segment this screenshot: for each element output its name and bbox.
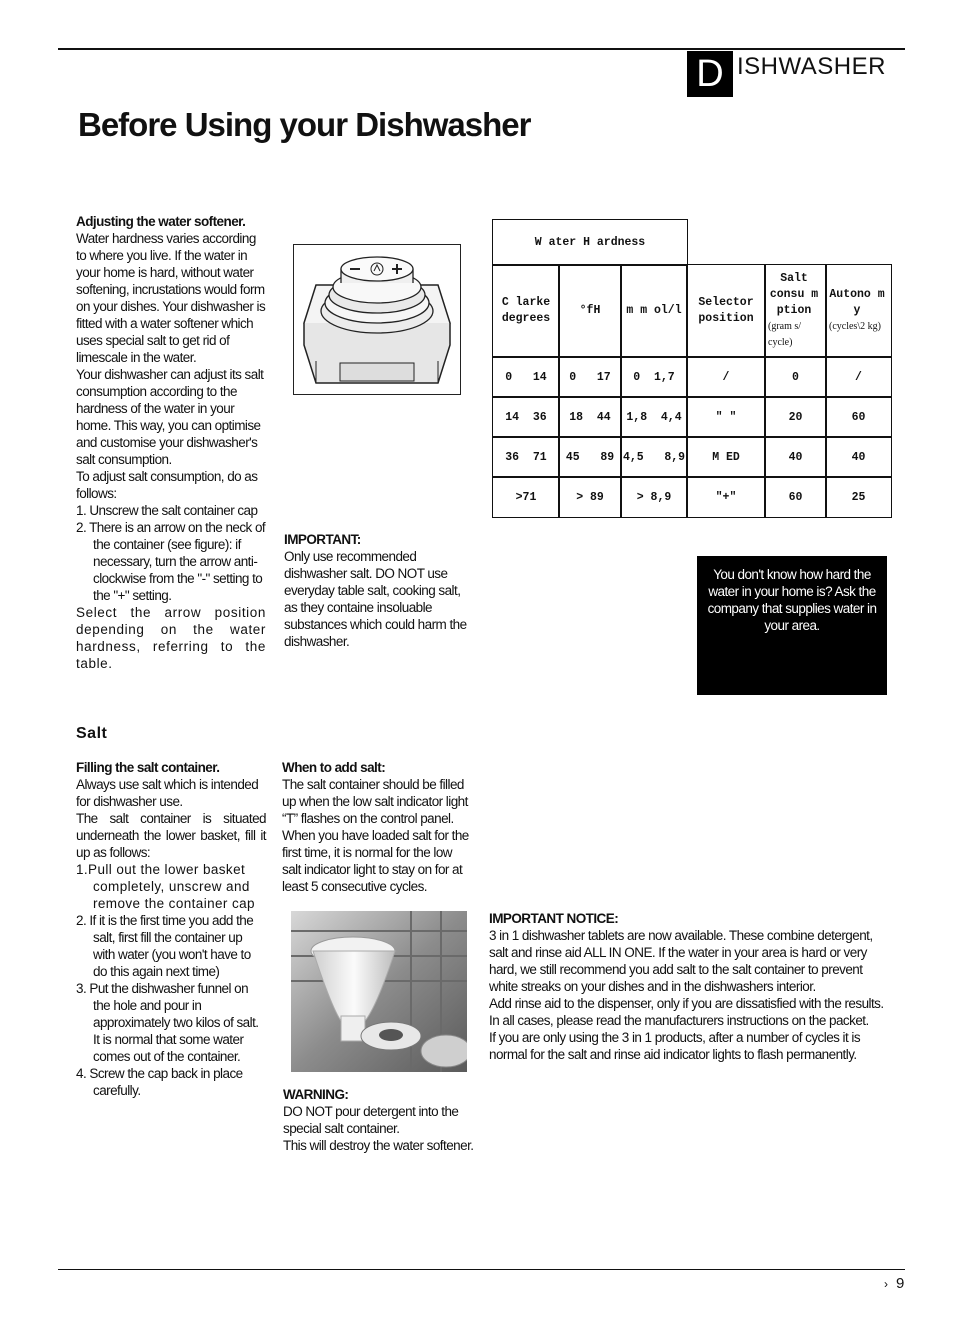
table-cell: >71 <box>492 476 560 518</box>
softener-heading: Adjusting the water softener. <box>76 214 246 229</box>
table-cell: 18 44 <box>558 396 622 438</box>
filling-step-4: 4. Screw the cap back in place carefully. <box>76 1066 243 1098</box>
table-group-header: W ater H ardness <box>492 219 688 266</box>
table-cell: 0 <box>764 356 827 398</box>
table-header-salt <box>764 264 827 358</box>
table-cell: 36 71 <box>492 436 560 478</box>
softener-paragraph-2: Your dishwasher can adjust its salt consumption according to the hardness of the water in your home. This way, you can optimise and customise your dishwasher's salt consumption. <box>76 367 264 467</box>
filling-paragraph-2: The salt container is situated underneath the lower basket, fill it up as follows: <box>76 811 266 860</box>
table-cell: 4,5 8,9 <box>620 436 688 478</box>
table-cell: 40 <box>764 436 827 478</box>
footer-rule <box>58 1269 905 1270</box>
filling-step-2: 2. If it is the first time you add the salt, first fill the container up with water (you won't have to do this again next time) <box>76 913 254 979</box>
important-notice-section <box>489 910 889 1063</box>
table-cell: 60 <box>764 476 827 518</box>
softener-step-1: 1. Unscrew the salt container cap <box>76 503 258 518</box>
hardness-notice-text: You don't know how hard the water in your home is? Ask the company that supplies water in your area. <box>707 567 877 633</box>
when-to-add-section <box>282 759 473 895</box>
important-heading: IMPORTANT: <box>284 532 361 547</box>
important-notice-paragraph-3: If you are only using the 3 in 1 products, after a number of cycles it is normal for the salt and rinse aid indicator lights to flash permanently. <box>489 1030 861 1062</box>
page-title: Before Using your Dishwasher <box>78 106 531 143</box>
table-cell: M ED <box>686 436 766 478</box>
salt-funnel-photo <box>291 911 467 1072</box>
when-heading: When to add salt: <box>282 760 386 775</box>
filling-heading: Filling the salt container. <box>76 760 220 775</box>
table-header-clarke: C larke degrees <box>492 264 560 358</box>
softener-paragraph-4: Select the arrow position depending on the water hardness, referring to the table. <box>76 605 266 671</box>
table-cell: 14 36 <box>492 396 560 438</box>
table-cell: 60 <box>825 396 892 438</box>
warning-line-1: DO NOT pour detergent into the special salt container. <box>283 1104 459 1136</box>
table-cell: 0 1,7 <box>620 356 688 398</box>
warning-line-2: This will destroy the water softener. <box>283 1138 474 1153</box>
water-hardness-table <box>492 219 892 519</box>
table-cell: / <box>686 356 766 398</box>
table-header-fh: °fH <box>558 264 622 358</box>
filling-section <box>76 759 266 1099</box>
table-cell: 25 <box>825 476 892 518</box>
important-notice-paragraph-1: 3 in 1 dishwasher tablets are now available. These combine detergent, salt and rinse aid ALL IN ONE. If the water in your area is hard or very hard, we still recommend you add salt to the salt container to prevent white streaks on your dishes and in the dishwashers interior. <box>489 928 873 994</box>
important-notice-heading: IMPORTANT NOTICE: <box>489 911 619 926</box>
softener-section <box>76 213 266 672</box>
table-cell: / <box>825 356 892 398</box>
table-header-salt-note: (gram s/ cycle) <box>768 321 802 348</box>
table-header-autonomy <box>825 264 892 358</box>
table-header-mmol: m m ol/l <box>620 264 688 358</box>
table-cell: > 89 <box>558 476 622 518</box>
table-header-salt-label: Salt consu m ption <box>769 272 819 317</box>
page-number: 9 <box>896 1275 905 1292</box>
table-cell: 45 89 <box>558 436 622 478</box>
warning-heading: WARNING: <box>283 1087 349 1102</box>
filling-step-3: 3. Put the dishwasher funnel on the hole and pour in approximately two kilos of salt. It is normal that some water comes out of the container. <box>76 981 259 1064</box>
table-cell: 0 17 <box>558 356 622 398</box>
header-initial-box: D <box>687 51 733 97</box>
hardness-notice-box <box>697 556 887 695</box>
table-cell: "+" <box>686 476 766 518</box>
table-cell: 20 <box>764 396 827 438</box>
table-cell: 0 14 <box>492 356 560 398</box>
warning-section <box>283 1086 475 1154</box>
softener-step-2: 2. There is an arrow on the neck of the container (see figure): if necessary, turn the arrow anti-clockwise from the "-" setting to the "+" setting. <box>76 520 266 603</box>
table-cell: " " <box>686 396 766 438</box>
important-notice-paragraph-2: Add rinse aid to the dispenser, only if you are dissatisfied with the results. In all cases, please read the manufacturers instructions on the packet. <box>489 996 884 1028</box>
salt-cap-figure <box>293 244 461 395</box>
table-cell: 40 <box>825 436 892 478</box>
softener-paragraph-1: Water hardness varies according to where you live. If the water in your home is hard, without water softening, incrustations would form on your dishes. Your dishwasher is fitted with a water softener which uses special salt to get rid of limescale in the water. <box>76 231 266 365</box>
salt-cap-drawing <box>294 245 460 394</box>
table-header-autonomy-note: (cycles\2 kg) <box>829 321 881 332</box>
header-word: ISHWASHER <box>737 53 886 80</box>
header-rule <box>58 48 905 50</box>
footer-mark: › <box>884 1277 888 1291</box>
salt-funnel-drawing <box>291 911 467 1072</box>
important-text: Only use recommended dishwasher salt. DO NOT use everyday table salt, cooking salt, as they containe insoluable substances which could harm the dishwasher. <box>284 549 467 649</box>
table-cell: > 8,9 <box>620 476 688 518</box>
softener-paragraph-3: To adjust salt consumption, do as follows: <box>76 469 258 501</box>
table-header-selector: Selector position <box>686 264 766 358</box>
when-text: The salt container should be filled up when the low salt indicator light “T” flashes on the control panel. When you have loaded salt for the first time, it is normal for the low salt indicator light to stay on for at least 5 consecutive cycles. <box>282 777 469 894</box>
filling-paragraph-1: Always use salt which is intended for dishwasher use. <box>76 777 259 809</box>
table-header-autonomy-label: Autono m y <box>829 288 885 317</box>
salt-section-title: Salt <box>76 725 108 742</box>
filling-step-1: 1.Pull out the lower basket completely, unscrew and remove the container cap <box>76 862 255 911</box>
important-section <box>284 531 474 650</box>
table-cell: 1,8 4,4 <box>620 396 688 438</box>
